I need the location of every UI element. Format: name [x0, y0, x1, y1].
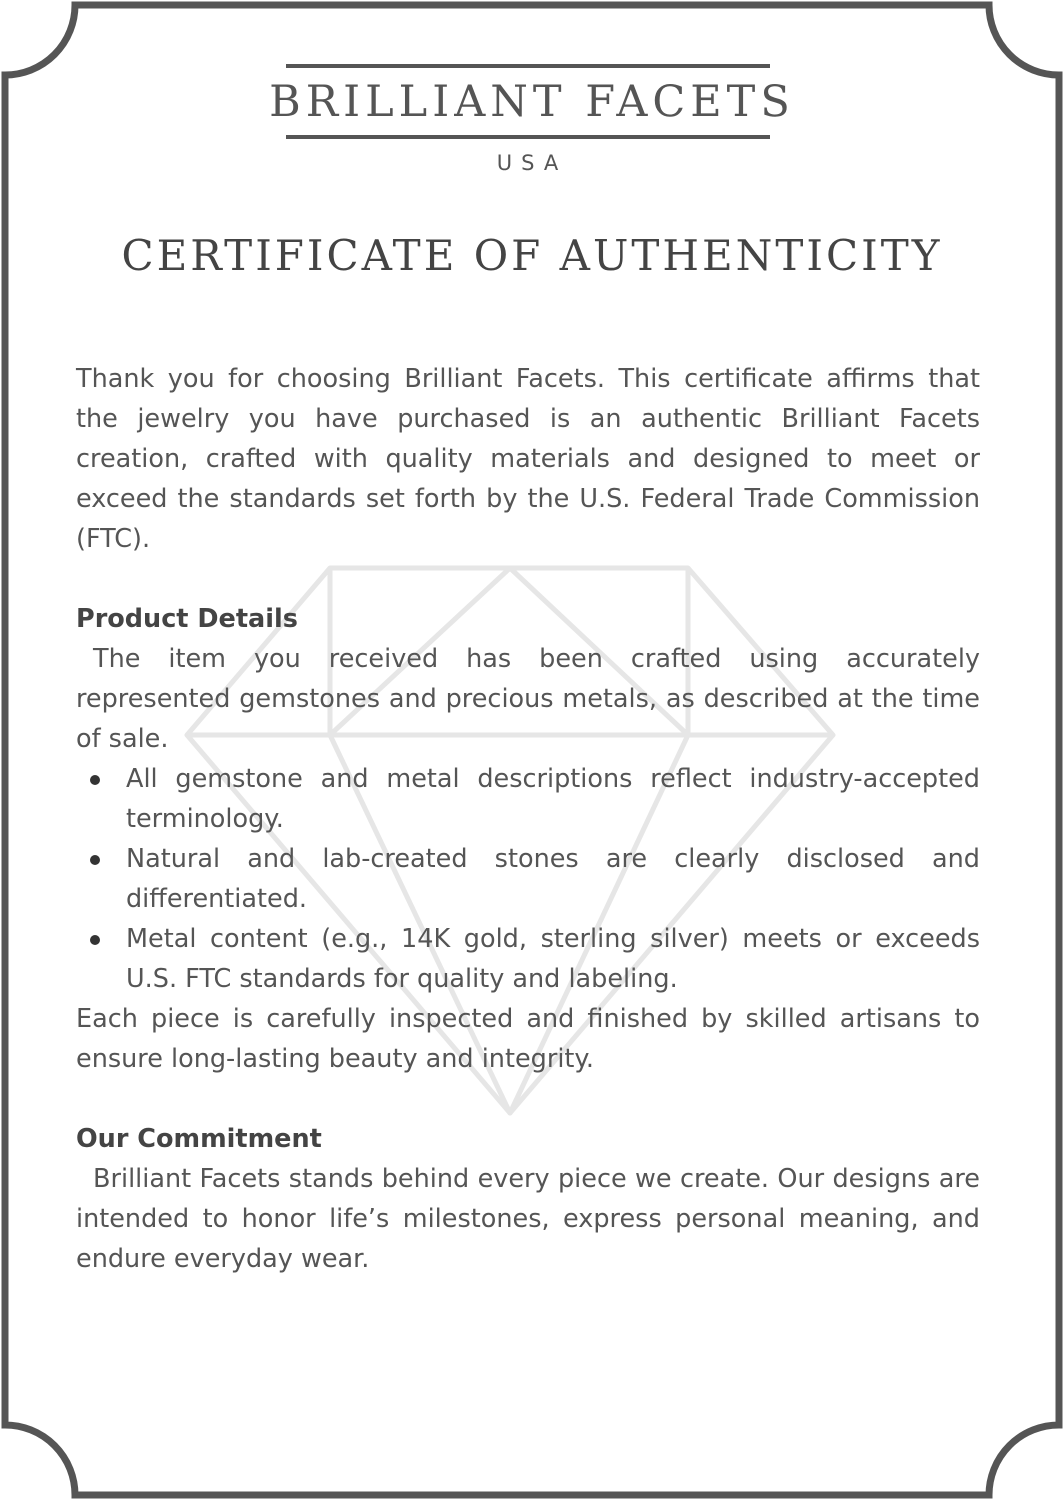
certificate-body — [76, 359, 980, 1279]
list-item — [76, 759, 980, 839]
list-item-text: Natural and lab-created stones are clearly disclosed and differentiated. — [126, 844, 980, 914]
list-item — [76, 839, 980, 919]
product-details-paragraph: The item you received has been crafted using accurately represented gemstones and precious metals, as described at the time of sale. — [76, 644, 980, 754]
brand-name: BRILLIANT FACETS — [269, 77, 795, 127]
brand-top-rule — [286, 64, 770, 68]
intro-paragraph: Thank you for choosing Brilliant Facets. This certificate affirms that the jewelry you have purchased is an authentic Brilliant Facets creation, crafted with quality materials and designed to meet or exceed the standards set forth by the U.S. Federal Trade Commission (FTC). — [76, 364, 980, 554]
list-item — [76, 919, 980, 999]
list-item-text: Metal content (e.g., 14K gold, sterling silver) meets or exceeds U.S. FTC standards for quality and labeling. — [126, 924, 980, 994]
commitment-paragraph: Brilliant Facets stands behind every piece we create. Our designs are intended to honor life’s milestones, express personal meaning, and endure everyday wear. — [76, 1164, 980, 1274]
brand-bottom-rule — [286, 135, 770, 139]
product-details-heading: Product Details — [76, 604, 298, 634]
product-details-list — [76, 759, 980, 999]
bullet-icon — [90, 855, 100, 865]
list-item-text: All gemstone and metal descriptions reflect industry-accepted terminology. — [126, 764, 980, 834]
certificate-title: CERTIFICATE OF AUTHENTICITY — [121, 231, 943, 280]
commitment-heading: Our Commitment — [76, 1124, 322, 1154]
product-details-closing: Each piece is carefully inspected and finished by skilled artisans to ensure long-lasting beauty and integrity. — [76, 1004, 980, 1074]
bullet-icon — [90, 775, 100, 785]
bullet-icon — [90, 935, 100, 945]
brand-country: USA — [496, 151, 568, 175]
